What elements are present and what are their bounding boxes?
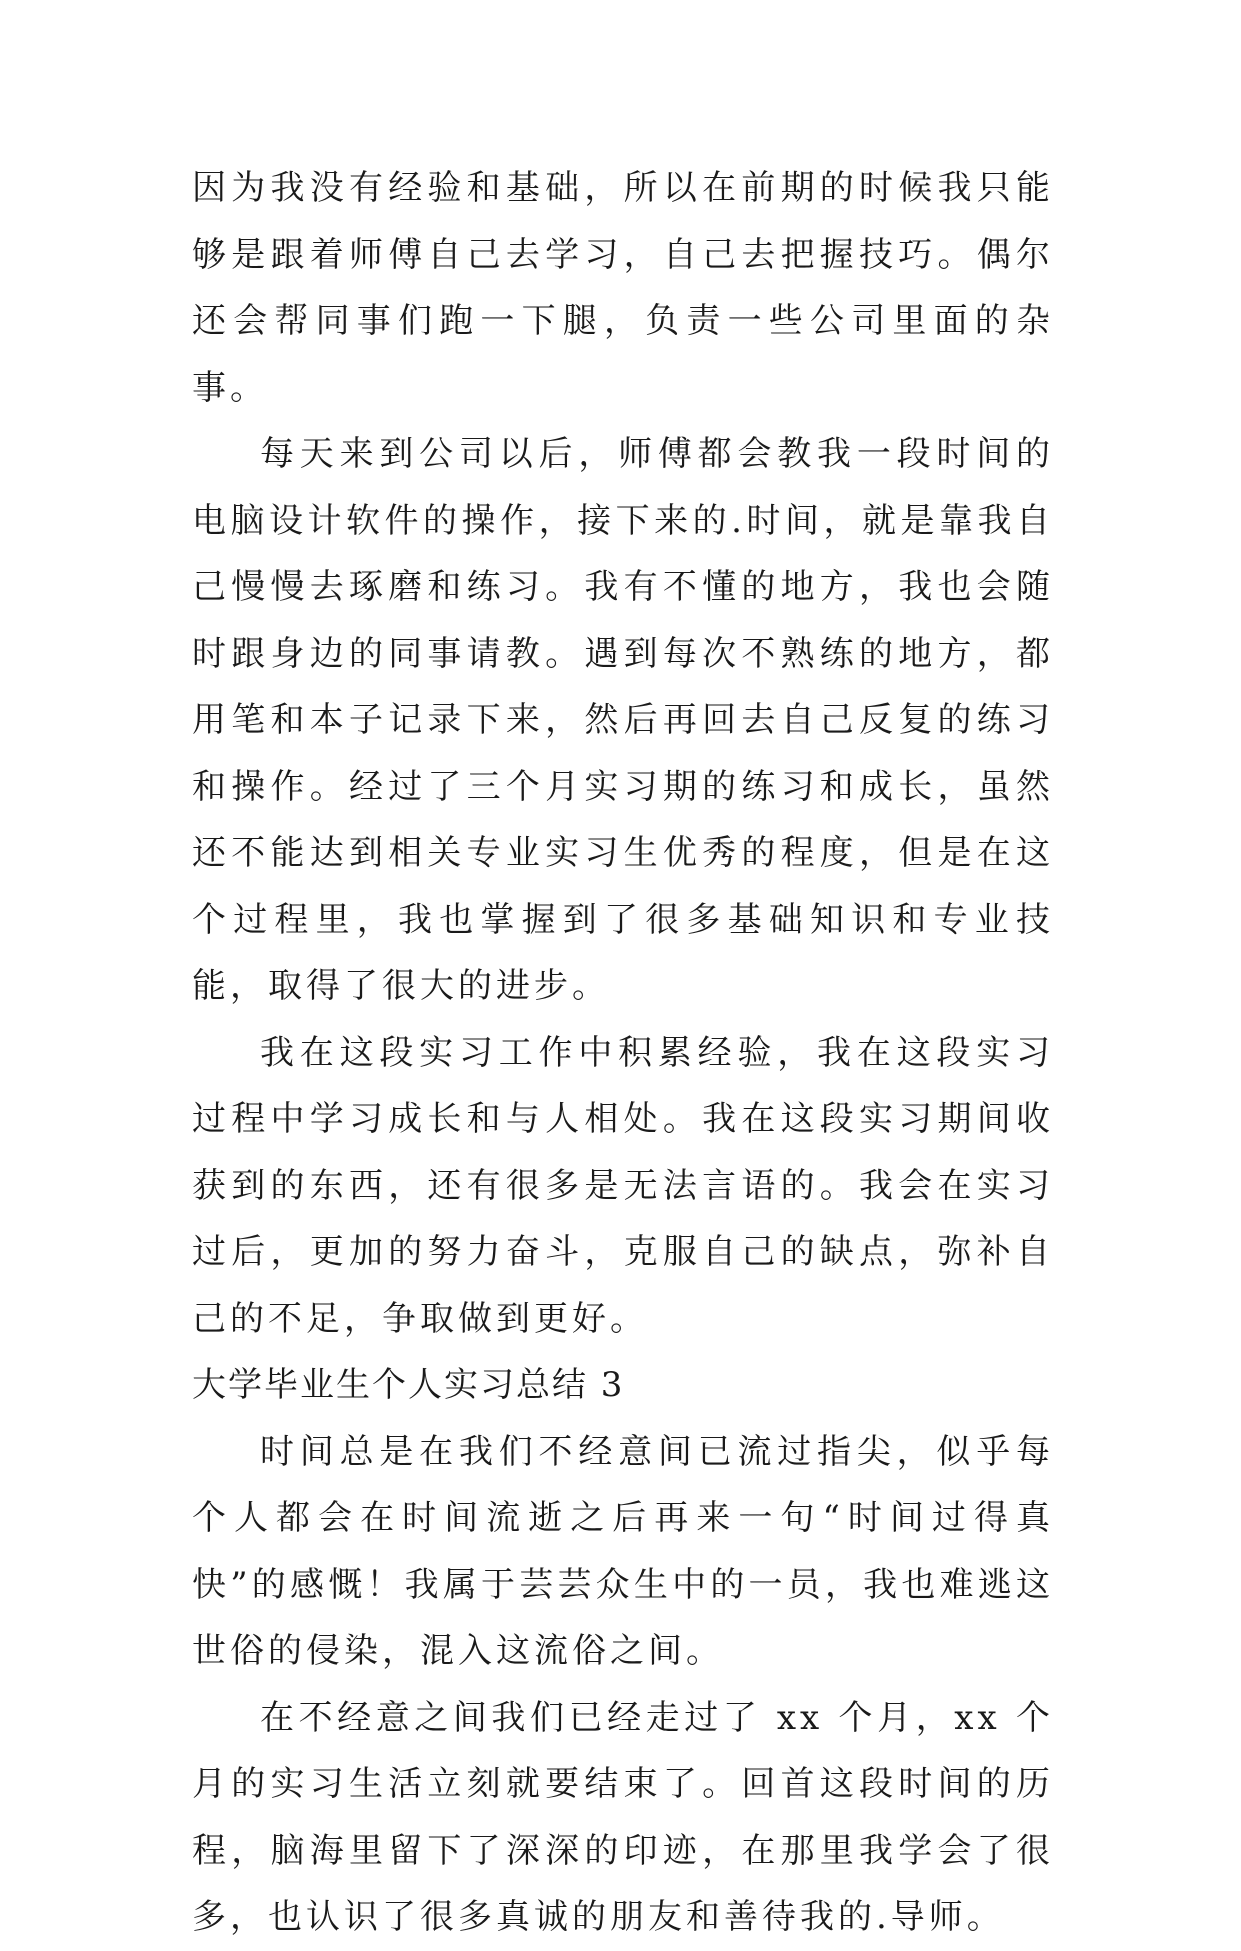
paragraph-1: 因为我没有经验和基础，所以在前期的时候我只能够是跟着师傅自己去学习，自己去把握技巧。偶尔还会帮同事们跑一下腿，负责一些公司里面的杂事。 — [192, 168, 1054, 408]
section-paragraph-1: 时间总是在我们不经意间已流过指尖，似乎每个人都会在时间流逝之后再来一句“时间过得真快”的感慨！我属于芸芸众生中的一员，我也难逃这世俗的侵染，混入这流俗之间。 — [192, 1431, 1054, 1671]
paragraph-2: 每天来到公司以后，师傅都会教我一段时间的电脑设计软件的操作，接下来的.时间，就是靠我自己慢慢去琢磨和练习。我有不懂的地方，我也会随时跟身边的同事请教。遇到每次不熟练的地方，都用笔和本子记录下来，然后再回去自己反复的练习和操作。经过了三个月实习期的练习和成长，虽然还不能达到相关专业实习生优秀的程度，但是在这个过程里，我也掌握到了很多基础知识和专业技能，取得了很大的进步。 — [192, 434, 1054, 1006]
document-body — [192, 155, 1054, 1951]
section-title: 大学毕业生个人实习总结 3 — [192, 1365, 625, 1405]
section-paragraph-2: 在不经意之间我们已经走过了 xx 个月，xx 个月的实习生活立刻就要结束了。回首这段时间的历程，脑海里留下了深深的印迹，在那里我学会了很多，也认识了很多真诚的朋友和善待我的.导师。 — [192, 1697, 1054, 1937]
paragraph-3: 我在这段实习工作中积累经验，我在这段实习过程中学习成长和与人相处。我在这段实习期间收获到的东西，还有很多是无法言语的。我会在实习过后，更加的努力奋斗，克服自己的缺点，弥补自己的不足，争取做到更好。 — [192, 1032, 1054, 1339]
